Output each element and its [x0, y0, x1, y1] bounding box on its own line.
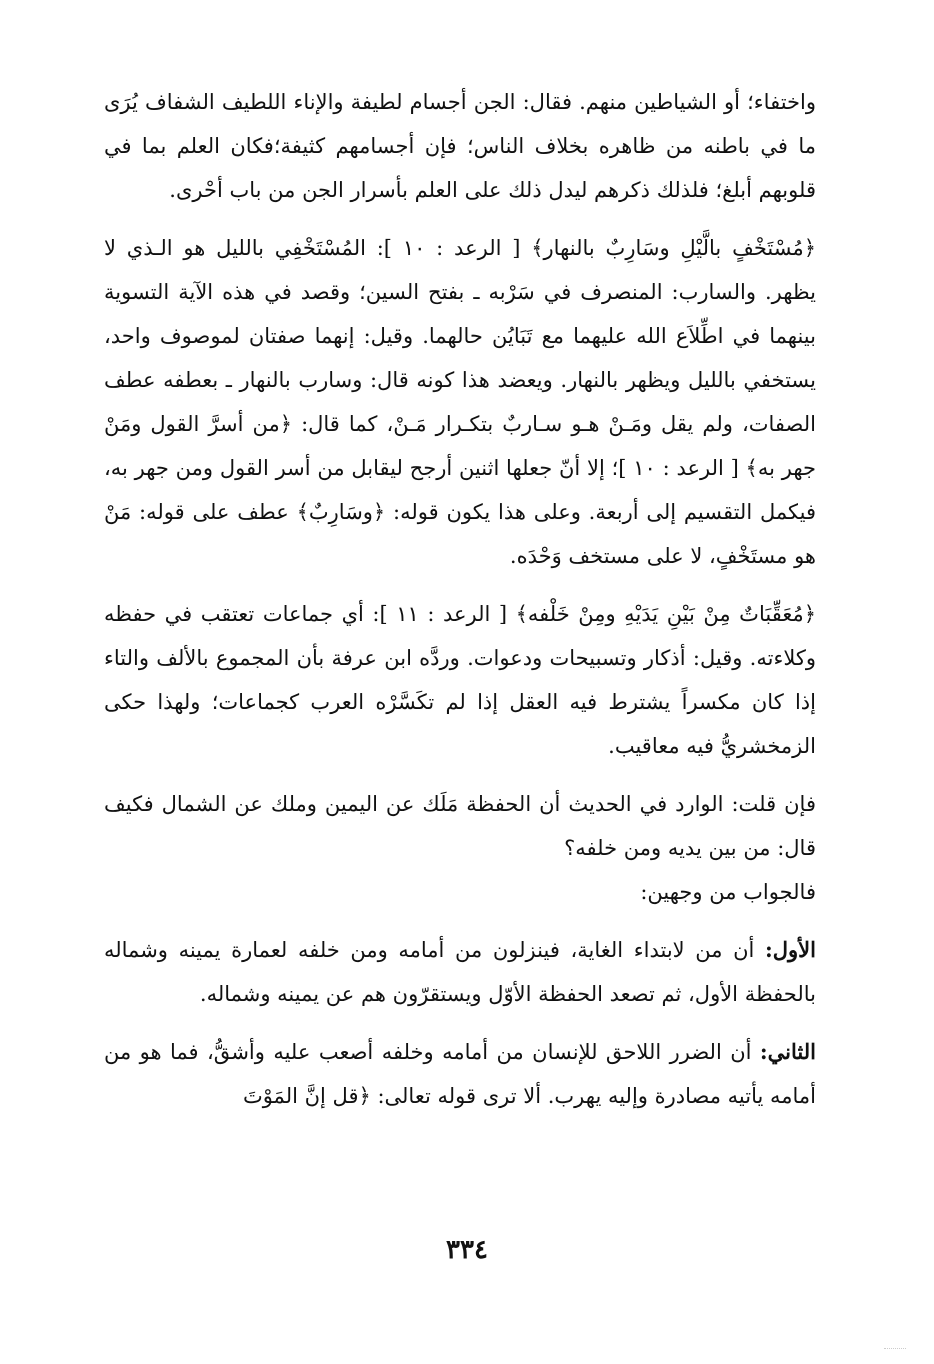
point-first-lead: الأول:: [765, 937, 816, 962]
scan-artifact: [884, 1348, 906, 1352]
paragraph-question: فإن قلت: الوارد في الحديث أن الحفظة مَلَك عن اليمين وملك عن الشمال فكيف قال: من بين يديه ومن خلفه؟: [104, 792, 816, 860]
point-second-lead: الثاني:: [759, 1039, 816, 1064]
point-first: [104, 928, 816, 1016]
paragraph-jinn-bodies: واختفاء؛ أو الشياطين منهم. فقال: الجن أجسام لطيفة والإناء اللطيف الشفاف يُرَى ما في باطنه من ظاهره بخلاف الناس؛ فإن أجسامهم كثيفة؛فكان العلم بما في قلوبهم أبلغ؛ فلذلك ذكرهم ليدل ذلك على العلم بأسرار الجن من باب أحْرى.: [104, 90, 816, 202]
point-second-text: أن الضرر اللاحق للإنسان من أمامه وخلفه أصعب عليه وأشقُّ، فما هو من أمامه يأتيه مصادرة وإليه يهرب. ألا ترى قوله تعالى: ﴿قل إنَّ المَوْتَ: [104, 1040, 816, 1108]
point-second: [104, 1030, 816, 1118]
paragraph-mustakhfin-verse: ﴿مُسْتَخْفٍ بالَّيْلِ وسَارِبٌ بالنهار﴾ [ الرعد : ١٠ ]: المُسْتَخْفِي بالليل هو الـذي لا يظهر. والسارب: المنصرف في سَرْبه ـ بفتح السين؛ وقصد في هذه الآية التسوية بينهما في اطِّلاَع الله عليهما مع تَبَايُن حالهما. وقيل: إنهما صفتان لموصوف واحد، يستخفي بالليل ويظهر بالنهار. ويعضد هذا كونه قال: وسارب بالنهار ـ بعطفه عطف الصفات، ولم يقل ومَـنْ هـو سـاربٌ بتكـرار مَـنْ، كما قال: ﴿من أسرَّ القول ومَنْ جهر به﴾ [ الرعد : ١٠ ]؛ إلا أنّ جعلها اثنين أرجح ليقابل من أسر القول ومن جهر به، فيكمل التقسيم إلى أربعة. وعلى هذا يكون قوله: ﴿وسَارِبٌ﴾ عطف على قوله: مَنْ هو مستَخْفٍ، لا على مستخف وَحْدَه.: [104, 236, 817, 568]
page-number: ٣٣٤: [446, 1235, 488, 1265]
paragraph-answer-intro: فالجواب من وجهين:: [640, 880, 816, 904]
point-first-text: أن من لابتداء الغاية، فينزلون من أمامه ومن خلفه لعمارة يمينه وشماله بالحفظة الأول، ثم تصعد الحفظة الأوّل ويستقرّون هم عن يمينه وشماله.: [104, 938, 816, 1006]
paragraph-muaqqibat-verse: ﴿مُعَقِّبَاتٌ مِنْ بَيْنِ يَدَيْهِ ومِنْ خَلْفه﴾ [ الرعد : ١١ ]: أي جماعات تعتقب في حفظه وكلاءته. وقيل: أذكار وتسبيحات ودعوات. وردَّه ابن عرفة بأن المجموع بالألف والتاء إذا كان مكسراً يشترط فيه العقل إذا لم تكَسَّرْه العرب كجماعات؛ ولهذا حكى الزمخشريُّ فيه معاقيب.: [104, 602, 816, 758]
page-text-block: [104, 80, 816, 1132]
